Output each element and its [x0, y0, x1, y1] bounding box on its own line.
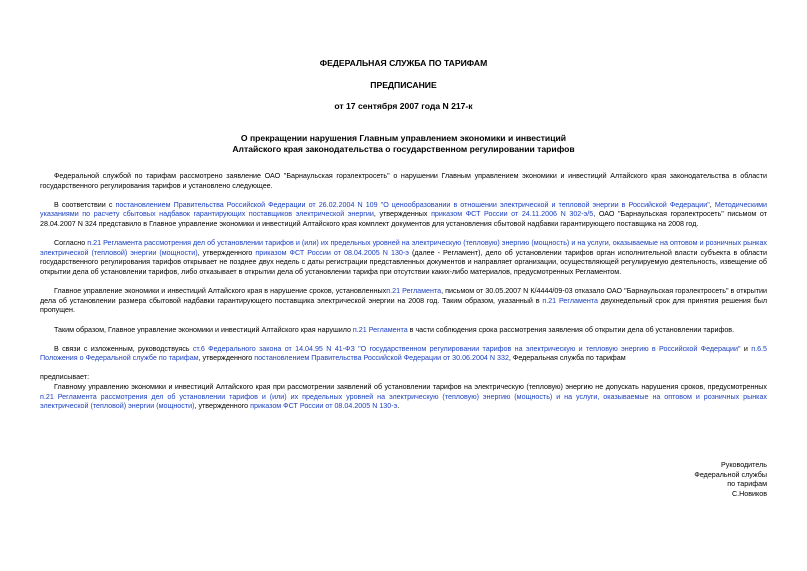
paragraph-text: , утвержденного [194, 402, 251, 411]
document-body [40, 172, 767, 412]
subject-line-2: Алтайского края законодательства о государственном регулировании тарифов [232, 144, 575, 154]
paragraph-text: и [740, 344, 752, 353]
link-decree-109[interactable]: постановлением Правительства Российской Федерации от 26.02.2004 N 109 "О ценообразовании в отношении электрической и тепловой энергии в Российской Федерации" [115, 200, 710, 209]
paragraph-prescribes: предписывает: [40, 373, 90, 382]
link-order-130[interactable]: приказом ФСТ России от 08.04.2005 N 130-э [250, 402, 398, 411]
document-date-number: от 17 сентября 2007 года N 217-к [334, 101, 473, 111]
paragraph-text: , утвержденного [198, 354, 255, 363]
paragraph-findings: Федеральной службой по тарифам рассмотрено заявление ОАО "Барнаульская горэлектросеть" о нарушении Главным управлением экономики и инвестиций Алтайского края законодательства в области государственного регулирования тарифов и установлено следующее. [40, 172, 767, 190]
paragraph-text: , утвержденных [373, 210, 432, 219]
paragraph-text: , письмом от 30.05.2007 N К/4444/09-03 отказало ОАО "Барнаульская горэлектросеть" в открытии дела об установлении размера сбытовой надбавки гарантирующего поставщика электрической энергии на 2008 год. Таким образом, указанный в [40, 287, 767, 305]
paragraph-text: , [709, 200, 715, 209]
paragraph-text: , утвержденного [197, 248, 256, 257]
signature-agency-cont: по тарифам [727, 480, 767, 489]
link-regulation-p21[interactable]: п.21 Регламента рассмотрения дел об установлении тарифов и (или) их предельных уровней на электрическую (тепловую) энергию (мощность) и на услуги, оказываемые на оптовом и розничных рынках электрической (тепловой) энергии (мощности) [40, 392, 767, 411]
link-order-302[interactable]: приказом ФСТ России от 24.11.2006 N 302-э/5 [431, 210, 594, 219]
document-type: ПРЕДПИСАНИЕ [370, 80, 437, 90]
paragraph-text: Согласно [54, 239, 88, 248]
paragraph-authority [40, 345, 767, 364]
agency-title: ФЕДЕРАЛЬНАЯ СЛУЖБА ПО ТАРИФАМ [319, 58, 488, 68]
paragraph-regulation [40, 239, 767, 277]
link-decree-332[interactable]: постановлением Правительства Российской Федерации от 30.06.2004 N 332 [254, 354, 509, 363]
paragraph-text: Таким образом, Главное управление экономики и инвестиций Алтайского края нарушило [54, 325, 353, 334]
link-regulation-fst-p65[interactable]: п.6.5 Положения о Федеральной службе по тарифам [40, 344, 768, 363]
paragraph-conclusion [40, 326, 767, 336]
paragraph-violation [40, 287, 767, 316]
link-regulation-p21[interactable]: п.21 Регламента [352, 325, 408, 334]
paragraph-text: (далее - Регламент), дело об установлении тарифов орган исполнительной власти субъекта в области государственного регулирования тарифов открывает не позднее двух недель с даты регистрации представленных документов и направляет организации, осуществляющей регулируемую деятельность, извещение об открытии дела об установлении тарифов, либо отказывает в открытии дела об установлении тарифа при отсутствии каких-либо материалов, предусмотренных Регламентом. [40, 248, 767, 276]
paragraph-basis [40, 201, 767, 230]
link-regulation-p21[interactable]: п.21 Регламента [386, 287, 442, 296]
paragraph-prescription [40, 383, 767, 412]
paragraph-text: Главное управление экономики и инвестиций Алтайского края в нарушение сроков, установленных [54, 287, 387, 296]
subject-line-1: О прекращении нарушения Главным управлением экономики и инвестиций [240, 133, 567, 143]
paragraph-text: . [397, 402, 400, 411]
signature-block [694, 461, 767, 499]
link-federal-law-41[interactable]: ст.6 Федерального закона от 14.04.95 N 41-ФЗ "О государственном регулировании тарифов на электрическую и тепловую энергию в Российской Федерации" [192, 344, 741, 353]
link-order-130[interactable]: приказом ФСТ России от 08.04.2005 N 130-э [255, 248, 409, 257]
signature-position: Руководитель [720, 461, 767, 469]
paragraph-text: , ОАО "Барнаульская горэлектросеть" письмом от 28.04.2007 N 324 представило в Главное управление экономики и инвестиций Алтайского края комплект документов для установления сбытовой надбавки гарантирующего поставщика на 2008 год. [40, 210, 768, 228]
link-methodical-guidelines[interactable]: Методическими указаниями по расчету сбытовых надбавок гарантирующих поставщиков электрической энергии [40, 200, 768, 219]
paragraph-text: Главному управлению экономики и инвестиций Алтайского края при рассмотрении заявлений об установлении тарифов на электрическую (тепловую) энергию не допускать нарушения сроков, предусмотренных [54, 383, 767, 392]
paragraph-text: В связи с изложенным, руководствуясь [54, 344, 193, 353]
paragraph-text: В соответствии с [54, 200, 116, 209]
paragraph-text: двухнедельный срок для принятия решения был пропущен. [40, 296, 767, 315]
link-regulation-p21[interactable]: п.21 Регламента [542, 296, 598, 305]
paragraph-text: , Федеральная служба по тарифам [508, 354, 626, 363]
signature-name: С.Новиков [731, 489, 767, 498]
signature-agency: Федеральной службы [694, 470, 767, 479]
link-regulation-p21[interactable]: п.21 Регламента рассмотрения дел об установлении тарифов и (или) их предельных уровней на электрическую (тепловую) энергию (мощность) и на услуги, оказываемые на оптовом и розничных рынках электрической (тепловой) энергии (мощности) [40, 239, 767, 257]
paragraph-text: в части соблюдения срока рассмотрения заявления об открытии дела об установлении тарифов. [407, 325, 735, 334]
